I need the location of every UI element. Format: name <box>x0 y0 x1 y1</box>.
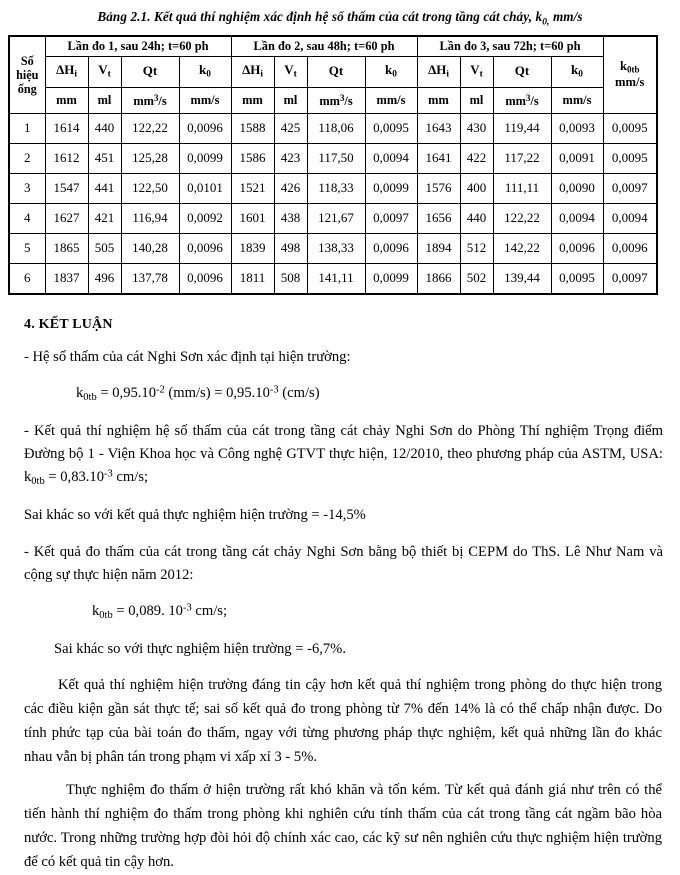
formula2-exponent: -3 <box>182 602 192 614</box>
header-unit-k0-3: mm/s <box>551 87 603 113</box>
cell-m2-ΔHi: 1588 <box>231 113 274 143</box>
header-sym-qt-1: Qt <box>121 56 179 87</box>
conclusion-paragraph-2 <box>14 420 666 491</box>
formula1-exp-b: -3 <box>269 384 279 396</box>
cell-m3-ΔHi: 1656 <box>417 203 460 233</box>
table-row <box>9 203 657 233</box>
cell-m3-k0: 0,0093 <box>551 113 603 143</box>
table-header <box>9 36 657 114</box>
cell-m2-Vt: 423 <box>274 143 307 173</box>
formula1-part-b: (mm/s) = 0,95.10 <box>164 384 270 401</box>
table-row <box>9 143 657 173</box>
header-sym-vt-2: $V_t$ <box>274 56 307 87</box>
cell-m1-k0: 0,0096 <box>179 233 231 263</box>
table-caption <box>0 0 680 35</box>
table-caption-text: Bảng 2.1. Kết quả thí nghiệm xác định hệ số thấm của cát trong tầng cát chảy, k <box>97 9 543 24</box>
cell-m1-ΔHi: 1612 <box>45 143 88 173</box>
cell-m2-k0: 0,0099 <box>365 173 417 203</box>
paragraph2-exponent: -3 <box>104 468 113 480</box>
cell-pipe-number: 5 <box>9 233 45 263</box>
cell-m2-k0: 0,0096 <box>365 233 417 263</box>
cell-m3-Vt: 422 <box>460 143 493 173</box>
header-average-k0tb <box>603 36 657 114</box>
formula2-part-a: = 0,089. 10 <box>112 603 183 620</box>
cell-m3-Vt: 440 <box>460 203 493 233</box>
cell-m2-k0: 0,0095 <box>365 113 417 143</box>
section-heading-conclusion: 4. KẾT LUẬN <box>24 316 113 332</box>
header-unit-dh-1: mm <box>45 87 88 113</box>
cell-m1-Qt: 116,94 <box>121 203 179 233</box>
header-sym-qt-3: Qt <box>493 56 551 87</box>
cell-m1-k0: 0,0099 <box>179 143 231 173</box>
header-measurement-1: Lần đo 1, sau 24h; t=60 ph <box>45 36 231 57</box>
conclusion-paragraph-7: Thực nghiệm đo thấm ở hiện trường rất khó khăn và tốn kém. Từ kết quả đánh giá như trên có thể tiến hành thí nghiệm đo thấm trong phòng khi nghiên cứu tính thấm của cát trong tầng cát ngầm bão hòa nước. Trong những trường hợp đòi hỏi độ chính xác cao, các kỹ sư nên nghiên cứu thực nghiệm hiện trường để có kết quả tin cậy hơn. <box>24 782 662 870</box>
cell-m2-Vt: 508 <box>274 263 307 294</box>
cell-m3-k0: 0,0095 <box>551 263 603 294</box>
cell-m1-k0: 0,0092 <box>179 203 231 233</box>
cell-m2-Qt: 118,06 <box>307 113 365 143</box>
results-table <box>8 35 658 295</box>
conclusion-paragraph-4: - Kết quả đo thấm của cát trong tầng cát chảy Nghi Sơn bằng bộ thiết bị CEPM do ThS. Lê Như Nam và cộng sự thực hiện năm 2012: <box>24 543 663 583</box>
formula1-symbol: k <box>76 384 84 401</box>
paragraph2-subscript: 0tb <box>31 476 45 488</box>
cell-m1-Vt: 441 <box>88 173 121 203</box>
header-sym-k0-2: $k_0$ <box>365 56 417 87</box>
header-sym-qt-2: Qt <box>307 56 365 87</box>
table-row <box>9 233 657 263</box>
header-unit-qt-1: $mm^3/s$ <box>121 87 179 113</box>
cell-m2-Vt: 498 <box>274 233 307 263</box>
cell-average-k0tb: 0,0096 <box>603 233 657 263</box>
table-group-header-row <box>9 36 657 57</box>
cell-m3-Vt: 400 <box>460 173 493 203</box>
table-body <box>9 113 657 294</box>
cell-m2-k0: 0,0097 <box>365 203 417 233</box>
cell-m1-Qt: 140,28 <box>121 233 179 263</box>
cell-m1-Vt: 451 <box>88 143 121 173</box>
formula1-subscript: 0tb <box>83 391 97 403</box>
cell-m1-k0: 0,0096 <box>179 263 231 294</box>
cell-m1-ΔHi: 1614 <box>45 113 88 143</box>
paragraph2-text-b: = 0,83.10 <box>44 469 105 486</box>
cell-m3-ΔHi: 1641 <box>417 143 460 173</box>
cell-m2-Qt: 117,50 <box>307 143 365 173</box>
cell-m1-ΔHi: 1865 <box>45 233 88 263</box>
cell-m2-Vt: 426 <box>274 173 307 203</box>
header-unit-qt-3: $mm^3/s$ <box>493 87 551 113</box>
cell-m3-Qt: 142,22 <box>493 233 551 263</box>
table-symbol-header-row <box>9 56 657 87</box>
cell-m3-k0: 0,0096 <box>551 233 603 263</box>
conclusion-section <box>0 317 680 875</box>
cell-m2-ΔHi: 1586 <box>231 143 274 173</box>
cell-average-k0tb: 0,0094 <box>603 203 657 233</box>
cell-m1-Qt: 125,28 <box>121 143 179 173</box>
header-pipe-number <box>9 36 45 114</box>
header-unit-dh-3: mm <box>417 87 460 113</box>
conclusion-paragraph-1: - Hệ số thấm của cát Nghi Sơn xác định tại hiện trường: <box>24 348 351 365</box>
header-sym-dh-2: $\Delta H_i$ <box>231 56 274 87</box>
formula-field-k0tb <box>14 382 666 407</box>
cell-pipe-number: 4 <box>9 203 45 233</box>
header-sym-k0-1: $k_0$ <box>179 56 231 87</box>
header-unit-qt-2: $mm^3/s$ <box>307 87 365 113</box>
header-sym-vt-1: $V_t$ <box>88 56 121 87</box>
cell-m2-ΔHi: 1601 <box>231 203 274 233</box>
cell-m2-ΔHi: 1839 <box>231 233 274 263</box>
cell-m3-ΔHi: 1894 <box>417 233 460 263</box>
formula2-symbol: k <box>92 603 100 620</box>
cell-m3-ΔHi: 1576 <box>417 173 460 203</box>
cell-m2-Vt: 425 <box>274 113 307 143</box>
cell-m1-Qt: 137,78 <box>121 263 179 294</box>
cell-m1-ΔHi: 1627 <box>45 203 88 233</box>
cell-m3-Qt: 122,22 <box>493 203 551 233</box>
cell-m3-k0: 0,0090 <box>551 173 603 203</box>
cell-m1-Vt: 440 <box>88 113 121 143</box>
cell-m3-ΔHi: 1866 <box>417 263 460 294</box>
cell-average-k0tb: 0,0097 <box>603 173 657 203</box>
formula-cepm-k0tb <box>14 600 666 625</box>
header-pipe-number-label: Số hiệu ống <box>16 53 39 96</box>
results-table-container <box>0 35 680 295</box>
cell-m3-Vt: 512 <box>460 233 493 263</box>
header-sym-dh-1: $\Delta H_i$ <box>45 56 88 87</box>
cell-m1-Vt: 421 <box>88 203 121 233</box>
cell-m1-k0: 0,0101 <box>179 173 231 203</box>
cell-m2-Qt: 138,33 <box>307 233 365 263</box>
cell-m3-Qt: 117,22 <box>493 143 551 173</box>
paragraph2-text-a: - Kết quả thí nghiệm hệ số thấm của cát trong tầng cát chảy Nghi Sơn do Phòng Thí nghiệm Trọng điểm Đường bộ 1 - Viện Khoa học và Công nghệ GTVT thực hiện, 12/2010, theo phương pháp của ASTM, USA: k <box>24 422 663 486</box>
cell-m3-Qt: 119,44 <box>493 113 551 143</box>
cell-pipe-number: 6 <box>9 263 45 294</box>
header-sym-dh-3: $\Delta H_i$ <box>417 56 460 87</box>
header-measurement-2: Lần đo 2, sau 48h; t=60 ph <box>231 36 417 57</box>
header-unit-dh-2: mm <box>231 87 274 113</box>
table-row <box>9 113 657 143</box>
header-unit-k0-1: mm/s <box>179 87 231 113</box>
header-unit-vt-2: ml <box>274 87 307 113</box>
cell-m1-ΔHi: 1547 <box>45 173 88 203</box>
formula2-subscript: 0tb <box>99 610 113 622</box>
cell-m2-k0: 0,0094 <box>365 143 417 173</box>
conclusion-paragraph-6: Kết quả thí nghiệm hiện trường đáng tin cậy hơn kết quả thí nghiệm trong phòng do thực hiện trong các điều kiện gần sát thực tế; sai số kết quả đo trong phòng từ 7% đến 14% là có thể chấp nhận được. Do tính phức tạp của bài toán đo thấm, ngay với từng phương pháp thực nghiệm, kết quả những lần đo khác nhau vẫn bị phân tán trong phạm vi xấp xỉ 3 - 5%. <box>24 677 662 765</box>
cell-average-k0tb: 0,0095 <box>603 113 657 143</box>
cell-m2-Qt: 141,11 <box>307 263 365 294</box>
header-unit-vt-3: ml <box>460 87 493 113</box>
cell-pipe-number: 2 <box>9 143 45 173</box>
cell-m2-ΔHi: 1811 <box>231 263 274 294</box>
cell-m1-k0: 0,0096 <box>179 113 231 143</box>
header-unit-vt-1: ml <box>88 87 121 113</box>
cell-m3-Qt: 111,11 <box>493 173 551 203</box>
cell-m1-Qt: 122,22 <box>121 113 179 143</box>
cell-m3-k0: 0,0091 <box>551 143 603 173</box>
cell-m2-Qt: 121,67 <box>307 203 365 233</box>
formula1-part-a: = 0,95.10 <box>96 384 157 401</box>
cell-m2-Qt: 118,33 <box>307 173 365 203</box>
header-k0tb-unit: mm/s <box>615 75 645 90</box>
cell-average-k0tb: 0,0095 <box>603 143 657 173</box>
table-caption-subscript: 0, <box>542 17 550 28</box>
header-measurement-3: Lần đo 3, sau 72h; t=60 ph <box>417 36 603 57</box>
cell-m3-Vt: 502 <box>460 263 493 294</box>
cell-m1-ΔHi: 1837 <box>45 263 88 294</box>
cell-m2-ΔHi: 1521 <box>231 173 274 203</box>
table-caption-unit: mm/s <box>552 9 583 24</box>
table-row <box>9 263 657 294</box>
cell-m1-Vt: 505 <box>88 233 121 263</box>
conclusion-paragraph-5: Sai khác so với thực nghiệm hiện trường = -6,7%. <box>54 640 346 657</box>
table-row <box>9 173 657 203</box>
cell-average-k0tb: 0,0097 <box>603 263 657 294</box>
header-sym-vt-3: $V_t$ <box>460 56 493 87</box>
paragraph2-text-c: cm/s; <box>112 469 149 486</box>
cell-m3-Vt: 430 <box>460 113 493 143</box>
cell-pipe-number: 1 <box>9 113 45 143</box>
conclusion-paragraph-3: Sai khác so với kết quả thực nghiệm hiện trường = -14,5% <box>24 507 366 524</box>
formula2-part-b: cm/s; <box>191 603 228 620</box>
cell-m2-Vt: 438 <box>274 203 307 233</box>
cell-m1-Qt: 122,50 <box>121 173 179 203</box>
formula1-part-c: (cm/s) <box>278 384 320 401</box>
table-unit-header-row <box>9 87 657 113</box>
cell-m1-Vt: 496 <box>88 263 121 294</box>
header-k0tb-symbol: $k_{0tb}$ <box>619 59 640 75</box>
cell-m3-Qt: 139,44 <box>493 263 551 294</box>
cell-m3-ΔHi: 1643 <box>417 113 460 143</box>
formula1-exp-a: -2 <box>156 384 165 396</box>
header-unit-k0-2: mm/s <box>365 87 417 113</box>
header-sym-k0-3: $k_0$ <box>551 56 603 87</box>
cell-m2-k0: 0,0099 <box>365 263 417 294</box>
cell-m3-k0: 0,0094 <box>551 203 603 233</box>
cell-pipe-number: 3 <box>9 173 45 203</box>
